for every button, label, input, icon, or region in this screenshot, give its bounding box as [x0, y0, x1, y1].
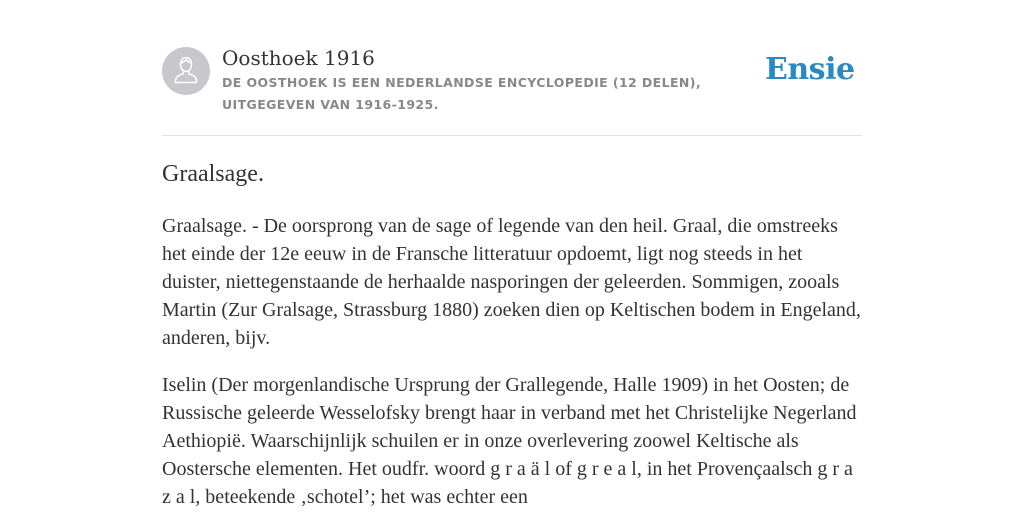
user-silhouette-icon [162, 47, 210, 95]
article-body [162, 212, 862, 512]
source-header [162, 46, 862, 136]
source-avatar[interactable] [162, 47, 210, 95]
source-description: DE OOSTHOEK IS EEN NEDERLANDSE ENCYCLOPEDIE (12 DELEN), UITGEGEVEN VAN 1916-1925. [222, 75, 702, 112]
article-title: Graalsage. [162, 161, 264, 187]
source-name-link[interactable]: Oosthoek 1916 [222, 46, 375, 70]
ensie-logo[interactable]: Ensie [765, 52, 855, 87]
header-divider [162, 135, 862, 136]
article-paragraph: Graalsage. - De oorsprong van de sage of legende van den heil. Graal, die omstreeks het einde der 12e eeuw in de Fransche litteratuur opdoemt, ligt nog steeds in het duister, niettegenstaande de herhaalde nasporingen der geleerden. Sommigen, zooals Martin (Zur Gralsage, Strassburg 1880) zoeken dien op Keltischen bodem in Engeland, anderen, bijv. [162, 215, 861, 349]
article-paragraph: Iselin (Der morgenlandische Ursprung der Grallegende, Halle 1909) in het Oosten; de Russische geleerde Wesselofsky brengt haar in verband met het Christelijke Negerland Aethiopië. Waarschijnlijk schuilen er in onze overlevering zoowel Keltische als Oostersche elementen. Het oudfr. woord g r a ä l of g r e a l, in het Provençaalsch g r a z a l, beteekende ‚schotel’; het was echter een [162, 374, 857, 508]
